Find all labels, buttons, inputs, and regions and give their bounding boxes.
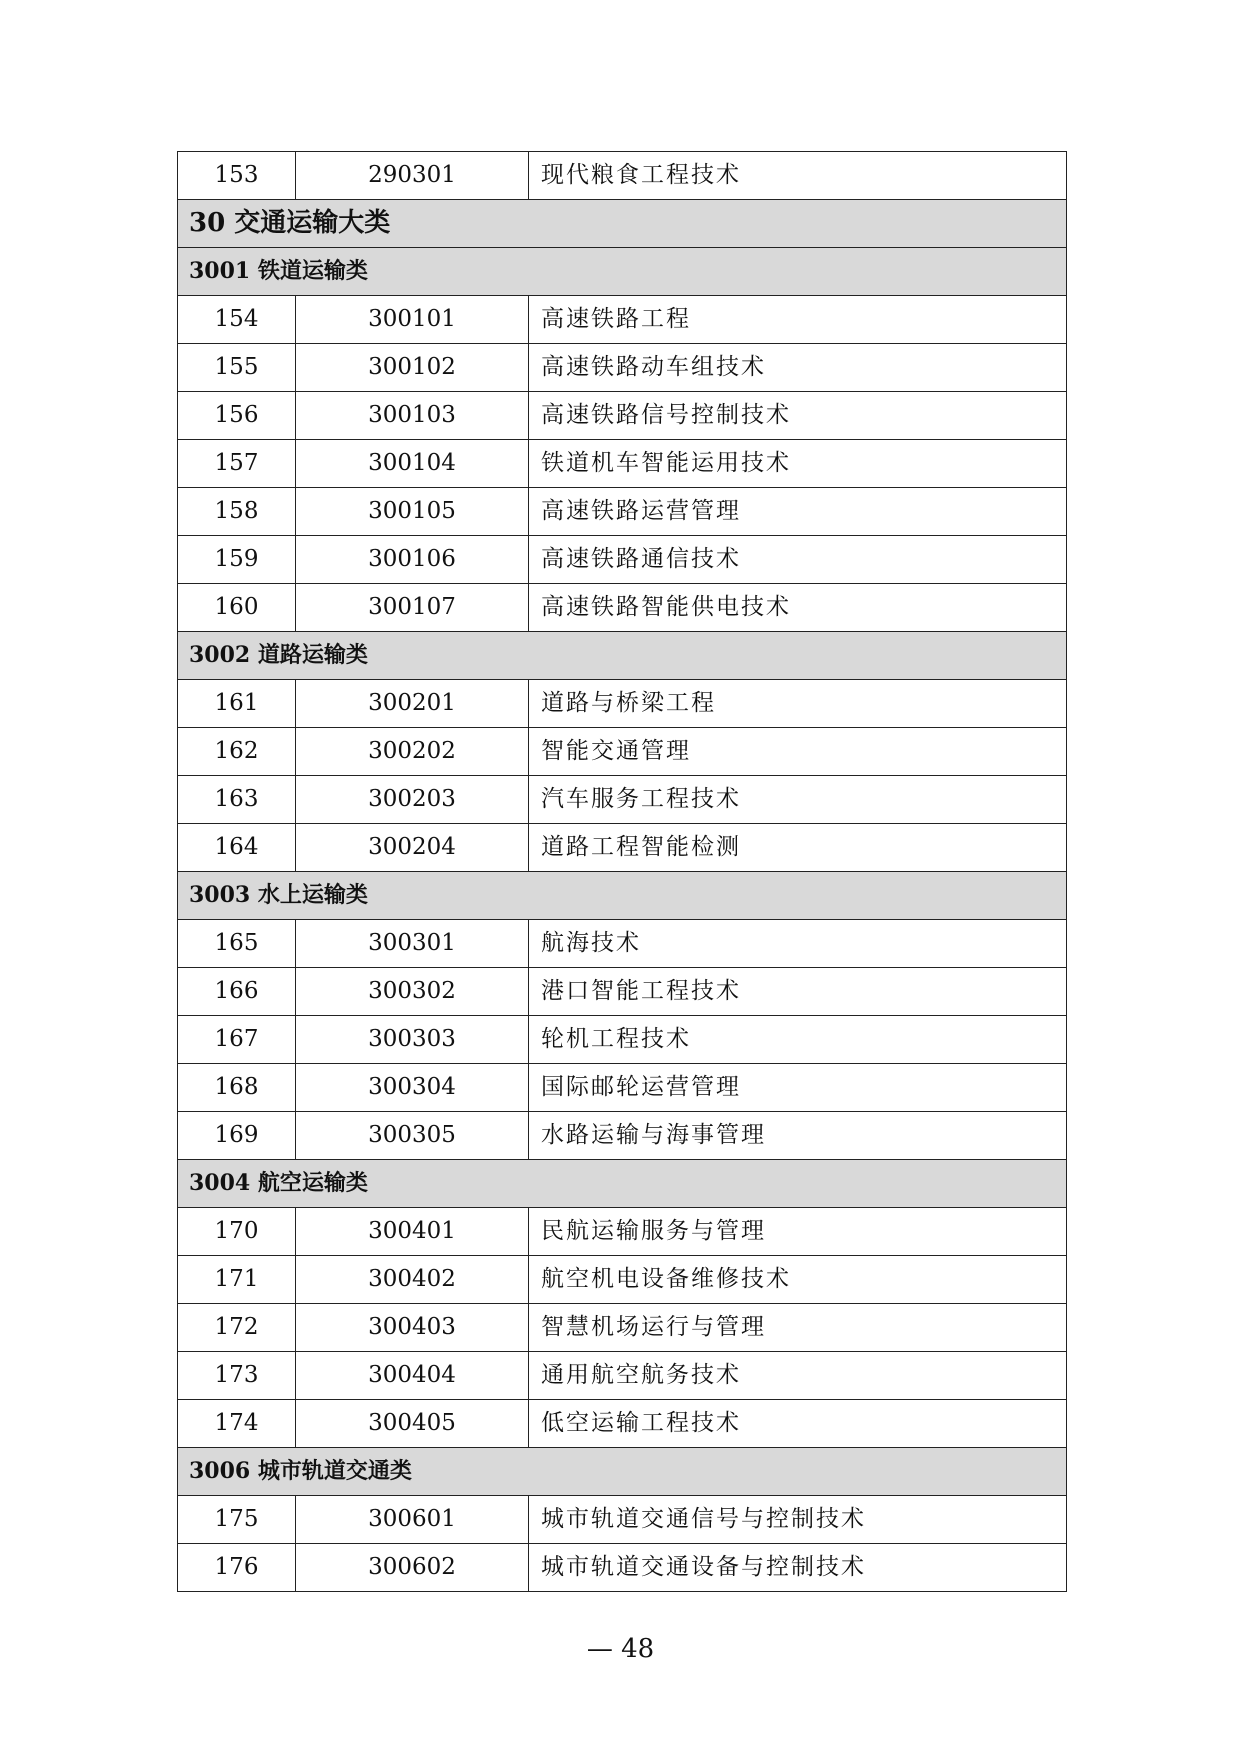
- name-cell: 城市轨道交通设备与控制技术: [529, 1544, 1067, 1592]
- table-row: [178, 968, 1067, 1016]
- table-row: [178, 1256, 1067, 1304]
- name-cell: 汽车服务工程技术: [529, 776, 1067, 824]
- seq-cell: 161: [178, 680, 296, 728]
- name-cell: 民航运输服务与管理: [529, 1208, 1067, 1256]
- category-header-row: [178, 200, 1067, 248]
- seq-cell: 159: [178, 536, 296, 584]
- name-cell: 低空运输工程技术: [529, 1400, 1067, 1448]
- seq-cell: 170: [178, 1208, 296, 1256]
- code-cell: 300204: [296, 824, 529, 872]
- code-cell: 300105: [296, 488, 529, 536]
- code-cell: 300203: [296, 776, 529, 824]
- code-cell: 300102: [296, 344, 529, 392]
- table-row: [178, 584, 1067, 632]
- name-cell: 水路运输与海事管理: [529, 1112, 1067, 1160]
- name-cell: 高速铁路运营管理: [529, 488, 1067, 536]
- seq-cell: 162: [178, 728, 296, 776]
- name-cell: 高速铁路通信技术: [529, 536, 1067, 584]
- code-cell: 300201: [296, 680, 529, 728]
- code-cell: 300403: [296, 1304, 529, 1352]
- seq-cell: 153: [178, 152, 296, 200]
- table-row: [178, 1064, 1067, 1112]
- subcategory-header-row: [178, 1448, 1067, 1496]
- code-cell: 300305: [296, 1112, 529, 1160]
- seq-cell: 171: [178, 1256, 296, 1304]
- seq-cell: 160: [178, 584, 296, 632]
- table-row: [178, 1304, 1067, 1352]
- seq-cell: 166: [178, 968, 296, 1016]
- table-body: [178, 152, 1067, 1592]
- page-number: — 48: [586, 1634, 655, 1664]
- name-cell: 航空机电设备维修技术: [529, 1256, 1067, 1304]
- seq-cell: 175: [178, 1496, 296, 1544]
- table-row: [178, 344, 1067, 392]
- seq-cell: 174: [178, 1400, 296, 1448]
- code-cell: 300202: [296, 728, 529, 776]
- code-cell: 290301: [296, 152, 529, 200]
- code-cell: 300107: [296, 584, 529, 632]
- table-row: [178, 776, 1067, 824]
- program-catalog-table: [177, 151, 1067, 1592]
- seq-cell: 172: [178, 1304, 296, 1352]
- table-row: [178, 1496, 1067, 1544]
- section-label: 3004 航空运输类: [178, 1160, 1067, 1208]
- table-row: [178, 680, 1067, 728]
- section-label: 3006 城市轨道交通类: [178, 1448, 1067, 1496]
- seq-cell: 167: [178, 1016, 296, 1064]
- table-row: [178, 440, 1067, 488]
- code-cell: 300301: [296, 920, 529, 968]
- name-cell: 航海技术: [529, 920, 1067, 968]
- seq-cell: 165: [178, 920, 296, 968]
- table-row: [178, 296, 1067, 344]
- code-cell: 300404: [296, 1352, 529, 1400]
- table-row: [178, 536, 1067, 584]
- name-cell: 城市轨道交通信号与控制技术: [529, 1496, 1067, 1544]
- name-cell: 现代粮食工程技术: [529, 152, 1067, 200]
- code-cell: 300303: [296, 1016, 529, 1064]
- seq-cell: 157: [178, 440, 296, 488]
- name-cell: 国际邮轮运营管理: [529, 1064, 1067, 1112]
- code-cell: 300601: [296, 1496, 529, 1544]
- table-row: [178, 488, 1067, 536]
- section-label: 3003 水上运输类: [178, 872, 1067, 920]
- code-cell: 300405: [296, 1400, 529, 1448]
- seq-cell: 173: [178, 1352, 296, 1400]
- seq-cell: 156: [178, 392, 296, 440]
- name-cell: 轮机工程技术: [529, 1016, 1067, 1064]
- name-cell: 港口智能工程技术: [529, 968, 1067, 1016]
- code-cell: 300104: [296, 440, 529, 488]
- table-row: [178, 392, 1067, 440]
- name-cell: 高速铁路动车组技术: [529, 344, 1067, 392]
- code-cell: 300106: [296, 536, 529, 584]
- name-cell: 通用航空航务技术: [529, 1352, 1067, 1400]
- subcategory-header-row: [178, 872, 1067, 920]
- table-row: [178, 1352, 1067, 1400]
- name-cell: 道路工程智能检测: [529, 824, 1067, 872]
- table-row: [178, 152, 1067, 200]
- seq-cell: 169: [178, 1112, 296, 1160]
- table-row: [178, 1400, 1067, 1448]
- code-cell: 300401: [296, 1208, 529, 1256]
- section-label: 3002 道路运输类: [178, 632, 1067, 680]
- table-row: [178, 1016, 1067, 1064]
- table-row: [178, 1208, 1067, 1256]
- seq-cell: 176: [178, 1544, 296, 1592]
- code-cell: 300302: [296, 968, 529, 1016]
- subcategory-header-row: [178, 248, 1067, 296]
- seq-cell: 163: [178, 776, 296, 824]
- table-row: [178, 920, 1067, 968]
- name-cell: 铁道机车智能运用技术: [529, 440, 1067, 488]
- seq-cell: 155: [178, 344, 296, 392]
- code-cell: 300103: [296, 392, 529, 440]
- table-row: [178, 1544, 1067, 1592]
- name-cell: 高速铁路信号控制技术: [529, 392, 1067, 440]
- name-cell: 智能交通管理: [529, 728, 1067, 776]
- name-cell: 高速铁路智能供电技术: [529, 584, 1067, 632]
- name-cell: 智慧机场运行与管理: [529, 1304, 1067, 1352]
- table-row: [178, 824, 1067, 872]
- subcategory-header-row: [178, 1160, 1067, 1208]
- table-row: [178, 728, 1067, 776]
- name-cell: 高速铁路工程: [529, 296, 1067, 344]
- section-label: 30 交通运输大类: [178, 200, 1067, 248]
- subcategory-header-row: [178, 632, 1067, 680]
- name-cell: 道路与桥梁工程: [529, 680, 1067, 728]
- code-cell: 300101: [296, 296, 529, 344]
- table-row: [178, 1112, 1067, 1160]
- seq-cell: 168: [178, 1064, 296, 1112]
- code-cell: 300304: [296, 1064, 529, 1112]
- code-cell: 300402: [296, 1256, 529, 1304]
- seq-cell: 164: [178, 824, 296, 872]
- code-cell: 300602: [296, 1544, 529, 1592]
- seq-cell: 158: [178, 488, 296, 536]
- section-label: 3001 铁道运输类: [178, 248, 1067, 296]
- seq-cell: 154: [178, 296, 296, 344]
